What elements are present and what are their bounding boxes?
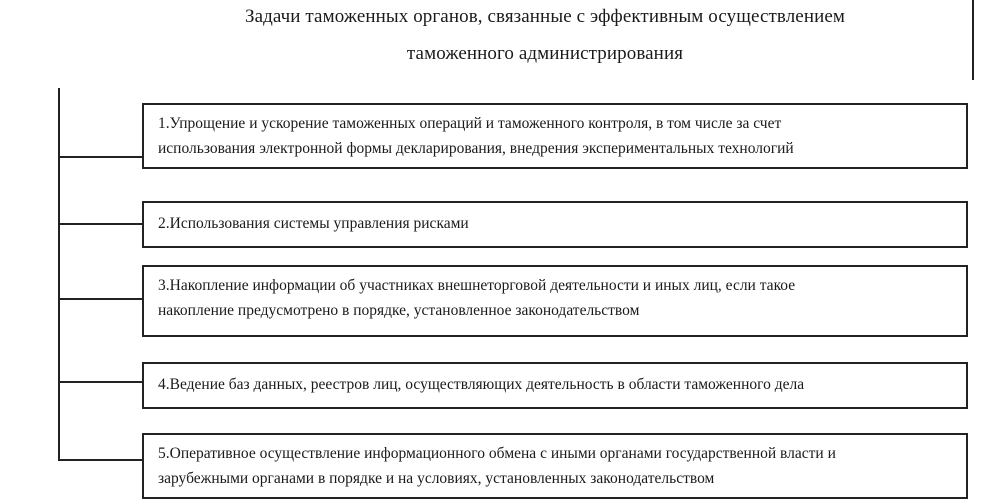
task-1-line-1: 1.Упрощение и ускорение таможенных операций и таможенного контроля, в том числе за счет: [158, 115, 782, 132]
task-box-2: [142, 201, 968, 248]
task-box-3: [142, 265, 968, 337]
task-1-line-2: использования электронной формы декларирования, внедрения экспериментальных технологий: [158, 140, 794, 157]
connector-task-2: [58, 223, 142, 225]
task-5-line-2: зарубежными органами в порядке и на условиях, установленных законодательством: [158, 470, 715, 487]
task-3-line-2: накопление предусмотрено в порядке, установленное законодательством: [158, 302, 640, 319]
diagram-title-line-2: таможенного администрирования: [406, 43, 684, 64]
connector-task-3: [58, 298, 142, 300]
connector-task-1: [58, 156, 142, 158]
task-4-line-1: 4.Ведение баз данных, реестров лиц, осуществляющих деятельность в области таможенного дела: [158, 376, 805, 393]
task-2-line-1: 2.Использования системы управления рисками: [158, 215, 469, 232]
connector-task-4: [58, 381, 142, 383]
task-box-5: [142, 433, 968, 499]
diagram-title-box: [118, 0, 974, 80]
task-box-1: [142, 103, 968, 169]
task-5-line-1: 5.Оперативное осуществление информационного обмена с иными органами государственной власти и: [158, 445, 836, 462]
task-box-4: [142, 362, 968, 409]
task-3-line-1: 3.Накопление информации об участниках внешнеторговой деятельности и иных лиц, если такое: [158, 277, 796, 294]
vertical-connector-line: [58, 88, 60, 460]
diagram-title-line-1: Задачи таможенных органов, связанные с эффективным осуществлением: [244, 6, 846, 27]
connector-task-5: [58, 459, 142, 461]
